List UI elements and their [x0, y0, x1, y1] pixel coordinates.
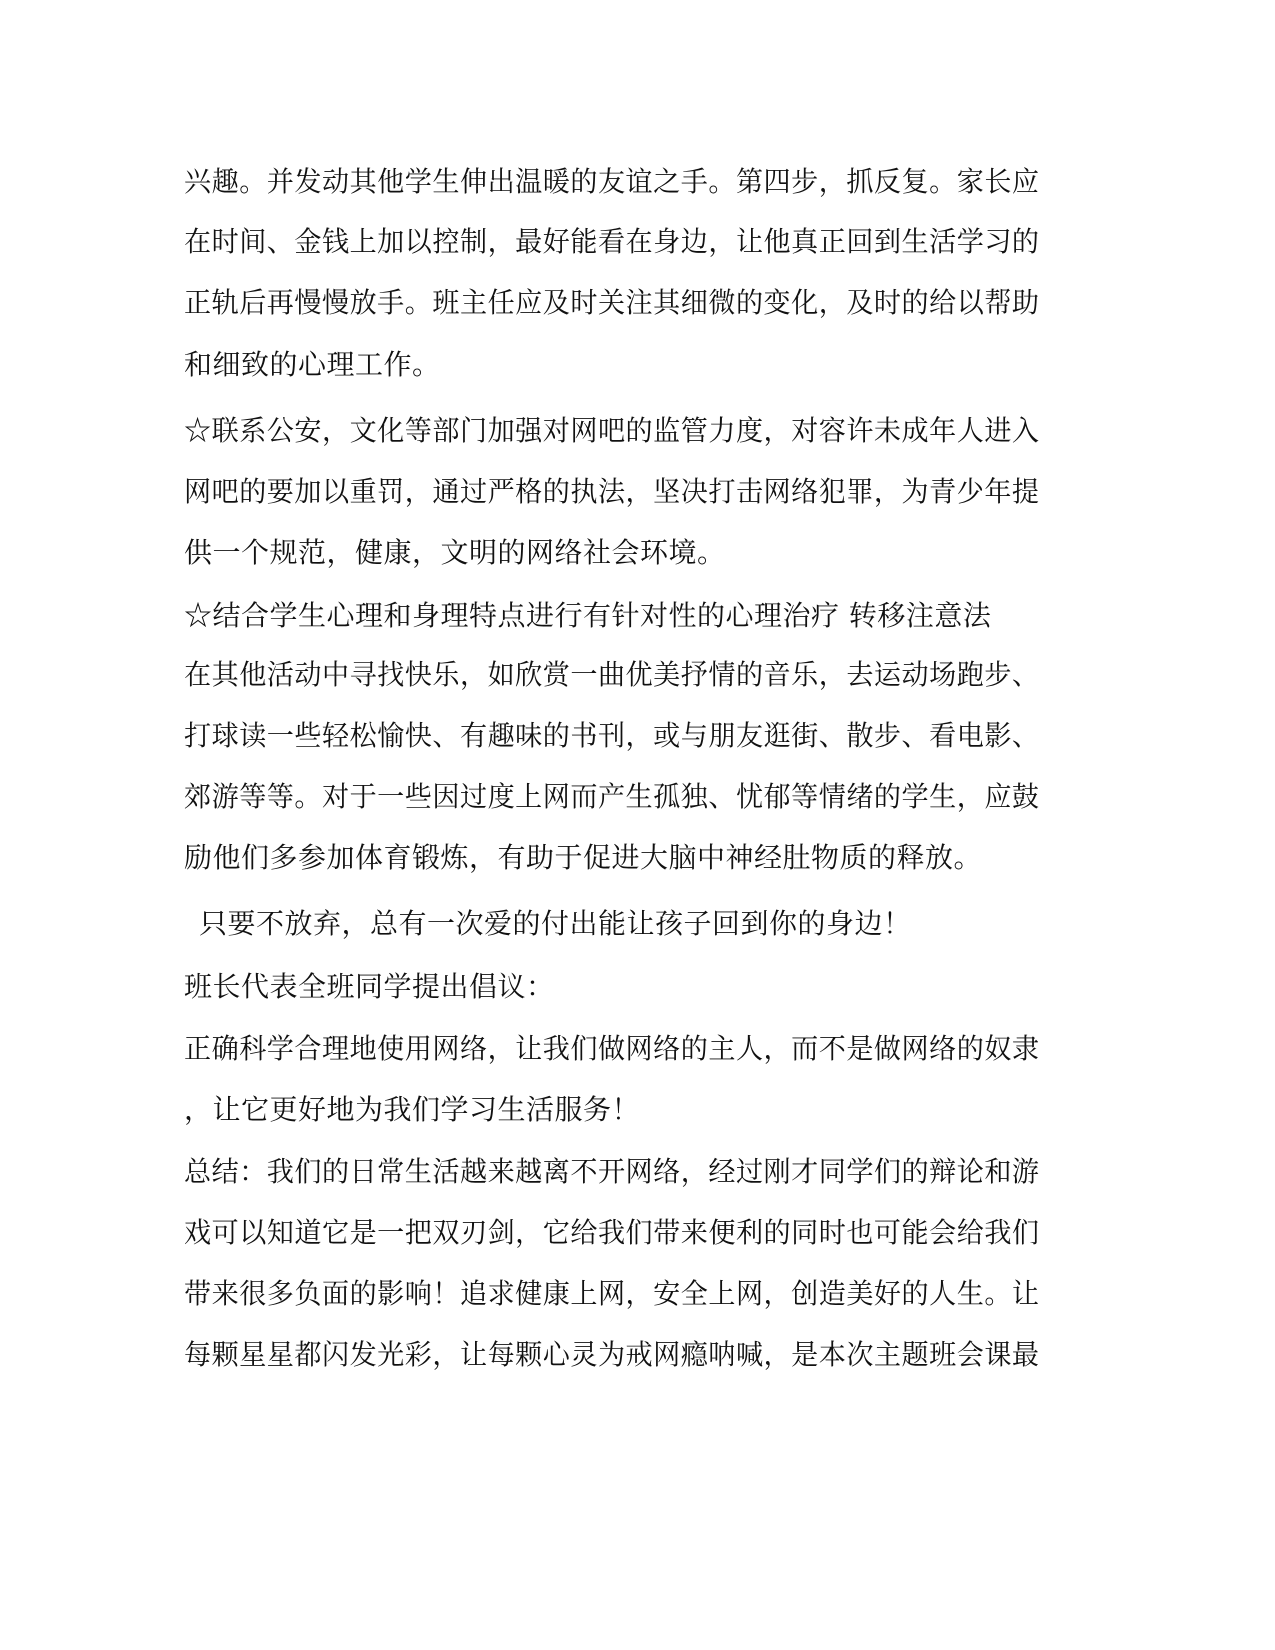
text-line: 只要不放弃，总有一次爱的付出能让孩子回到你的身边！	[199, 907, 912, 940]
text-line: 郊游等等。对于一些因过度上网而产生孤独、忧郁等情绪的学生，应鼓	[184, 780, 1040, 813]
text-line: 在其他活动中寻找快乐，如欣赏一曲优美抒情的音乐，去运动场跑步、	[184, 658, 1040, 691]
text-line: ☆结合学生心理和身理特点进行有针对性的心理治疗 转移注意法	[184, 599, 992, 632]
text-line: 总结：我们的日常生活越来越离不开网络，经过刚才同学们的辩论和游	[184, 1155, 1040, 1188]
text-line: ，让它更好地为我们学习生活服务！	[184, 1093, 641, 1126]
text-line: ☆联系公安，文化等部门加强对网吧的监管力度，对容许未成年人进入	[184, 414, 1040, 447]
text-line: 正确科学合理地使用网络，让我们做网络的主人，而不是做网络的奴隶	[184, 1032, 1040, 1065]
text-line: 正轨后再慢慢放手。班主任应及时关注其细微的变化，及时的给以帮助	[184, 286, 1040, 319]
text-line: 和细致的心理工作。	[184, 348, 441, 381]
text-line: 每颗星星都闪发光彩，让每颗心灵为戒网瘾呐喊，是本次主题班会课最	[184, 1338, 1040, 1371]
text-line: 在时间、金钱上加以控制，最好能看在身边，让他真正回到生活学习的	[184, 225, 1040, 258]
text-line: 励他们多参加体育锻炼，有助于促进大脑中神经肚物质的释放。	[184, 841, 983, 874]
text-line: 网吧的要加以重罚，通过严格的执法，坚决打击网络犯罪，为青少年提	[184, 475, 1040, 508]
text-line: 兴趣。并发动其他学生伸出温暖的友谊之手。第四步，抓反复。家长应	[184, 165, 1040, 198]
text-line: 班长代表全班同学提出倡议：	[184, 970, 555, 1003]
text-line: 打球读一些轻松愉快、有趣味的书刊，或与朋友逛街、散步、看电影、	[184, 719, 1040, 752]
text-line: 戏可以知道它是一把双刃剑，它给我们带来便利的同时也可能会给我们	[184, 1216, 1040, 1249]
text-line: 供一个规范，健康，文明的网络社会环境。	[184, 536, 726, 569]
text-line: 带来很多负面的影响！追求健康上网，安全上网，创造美好的人生。让	[184, 1277, 1040, 1310]
